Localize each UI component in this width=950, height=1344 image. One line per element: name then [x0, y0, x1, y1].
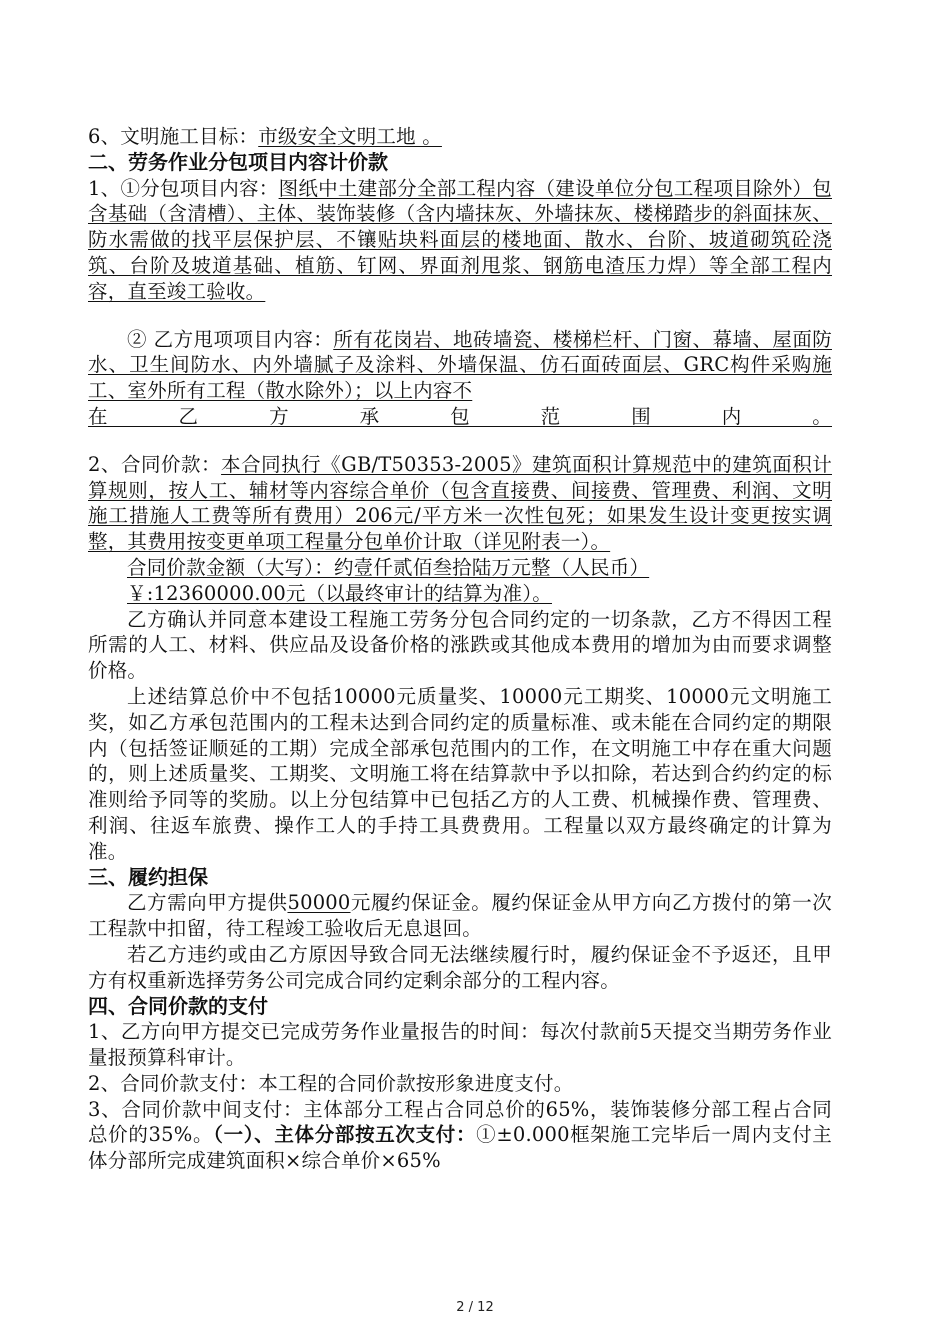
payment-item-3-tail: ①±0.000框架施工完毕后一周内支付主体分部所完成建筑面积×综合单价×65% [88, 1123, 832, 1173]
civil-goal-value: 市级安全文明工地 。 [258, 125, 442, 148]
amount-words: 合同价款金额（大写）：约壹仟贰佰叁拾陆万元整（人民币） [127, 555, 650, 579]
guarantee-text-a: 乙方需向甲方提供 [127, 891, 288, 915]
amount-number: ￥:12360000.00元（以最终审计的结算为准）。 [127, 581, 552, 605]
price-confirm-para: 乙方确认并同意本建设工程施工劳务分包合同约定的一切条款，乙方不得因工程所需的人工、材料、供应品及设备价格的涨跌或其他成本费用的增加为由而要求调整价格。 [88, 607, 832, 683]
civil-goal-label: 6、文明施工目标： [88, 125, 259, 148]
bonus-para: 上述结算总价中不包括10000元质量奖、10000元工期奖、10000元文明施工奖，如乙方承包范围内的工程未达到合同约定的质量标准、或未能在合同约定的期限内（包括签证顺延的工期）完成全部承包范围内的工作，在文明施工中存在重大问题的，则上述质量奖、工期奖、文明施工将在结算款中予以扣除，若达到合约约定的标准则给予同等的奖励。以上分包结算中已包括乙方的人工费、机械操作费、管理费、利润、往返车旅费、操作工人的手持工具费费用。工程量以双方最终确定的计算为准。 [88, 684, 832, 863]
excluded-items-body: 所有花岗岩、地砖墙瓷、楼梯栏杆、门窗、幕墙、屋面防水、卫生间防水、内外墙腻子及涂料、外墙保温、仿石面砖面层、GRC构件采购施工、室外所有工程（散水除外）；以上内容不 [88, 327, 832, 403]
section-three-heading: 三、履约担保 [88, 864, 208, 889]
payment-item-3 [88, 1097, 832, 1174]
subcontract-scope-para [88, 176, 832, 305]
excluded-items-last-line: 在乙方承包范围内。 [88, 404, 832, 428]
guarantee-text-b: 元履约保证金。履约保证金从甲方向乙方拨付的第一次工程款中扣留，待工程竣工验收后无息退回。 [88, 891, 832, 941]
payment-item-2: 2、合同价款支付：本工程的合同价款按形象进度支付。 [88, 1071, 574, 1095]
section-two-heading: 二、劳务作业分包项目内容计价款 [88, 149, 388, 174]
contract-price-label: 2、合同价款： [88, 452, 222, 476]
payment-item-3-text: 3、合同价款中间支付：主体部分工程占合同总价的65%，装饰装修分部工程占合同总价的35%。 [88, 1097, 832, 1147]
guarantee-amount: 50000 [287, 891, 351, 915]
guarantee-para-2: 若乙方违约或由乙方原因导致合同无法继续履行时，履约保证金不予返还，且甲方有权重新选择劳务公司完成合同约定剩余部分的工程内容。 [88, 942, 832, 992]
page-number: 2 / 12 [456, 1300, 494, 1315]
subcontract-scope-label: 1、①分包项目内容： [88, 176, 279, 200]
payment-item-1: 1、乙方向甲方提交已完成劳务作业量报告的时间：每次付款前5天提交当期劳务作业量报预算科审计。 [88, 1020, 832, 1070]
payment-item-3-bold: （一）、主体分部按五次支付： [213, 1123, 477, 1147]
amount-words-line [88, 555, 832, 581]
contract-price-body: 本合同执行《GB/T50353-2005》建筑面积计算规范中的建筑面积计算规则，按人工、辅材等内容综合单价（包含直接费、间接费、管理费、利润、文明施工措施人工费等所有费用）206元/平方米一次性包死；如果发生设计变更按实调整，其费用按变更单项工程量分包单价计取（详见附表一）。 [88, 452, 832, 554]
excluded-items-label: ② 乙方甩项项目内容： [127, 327, 334, 351]
guarantee-para-1 [88, 890, 832, 942]
contract-price-para [88, 452, 832, 555]
section-four-heading: 四、合同价款的支付 [88, 993, 268, 1018]
excluded-items-para [88, 327, 832, 404]
civil-goal-line [88, 124, 832, 150]
subcontract-scope-body: 图纸中土建部分全部工程内容（建设单位分包工程项目除外）包含基础（含清槽）、主体、装饰装修（含内墙抹灰、外墙抹灰、楼梯踏步的斜面抹灰、防水需做的找平层保护层、不镶贴块料面层的楼地面、散水、台阶、坡道砌筑砼浇筑、台阶及坡道基础、植筋、钉网、界面剂甩浆、钢筋电渣压力焊）等全部工程内容，直至竣工验收。 [88, 176, 832, 303]
document-page [88, 124, 832, 1174]
amount-number-line [88, 581, 832, 607]
